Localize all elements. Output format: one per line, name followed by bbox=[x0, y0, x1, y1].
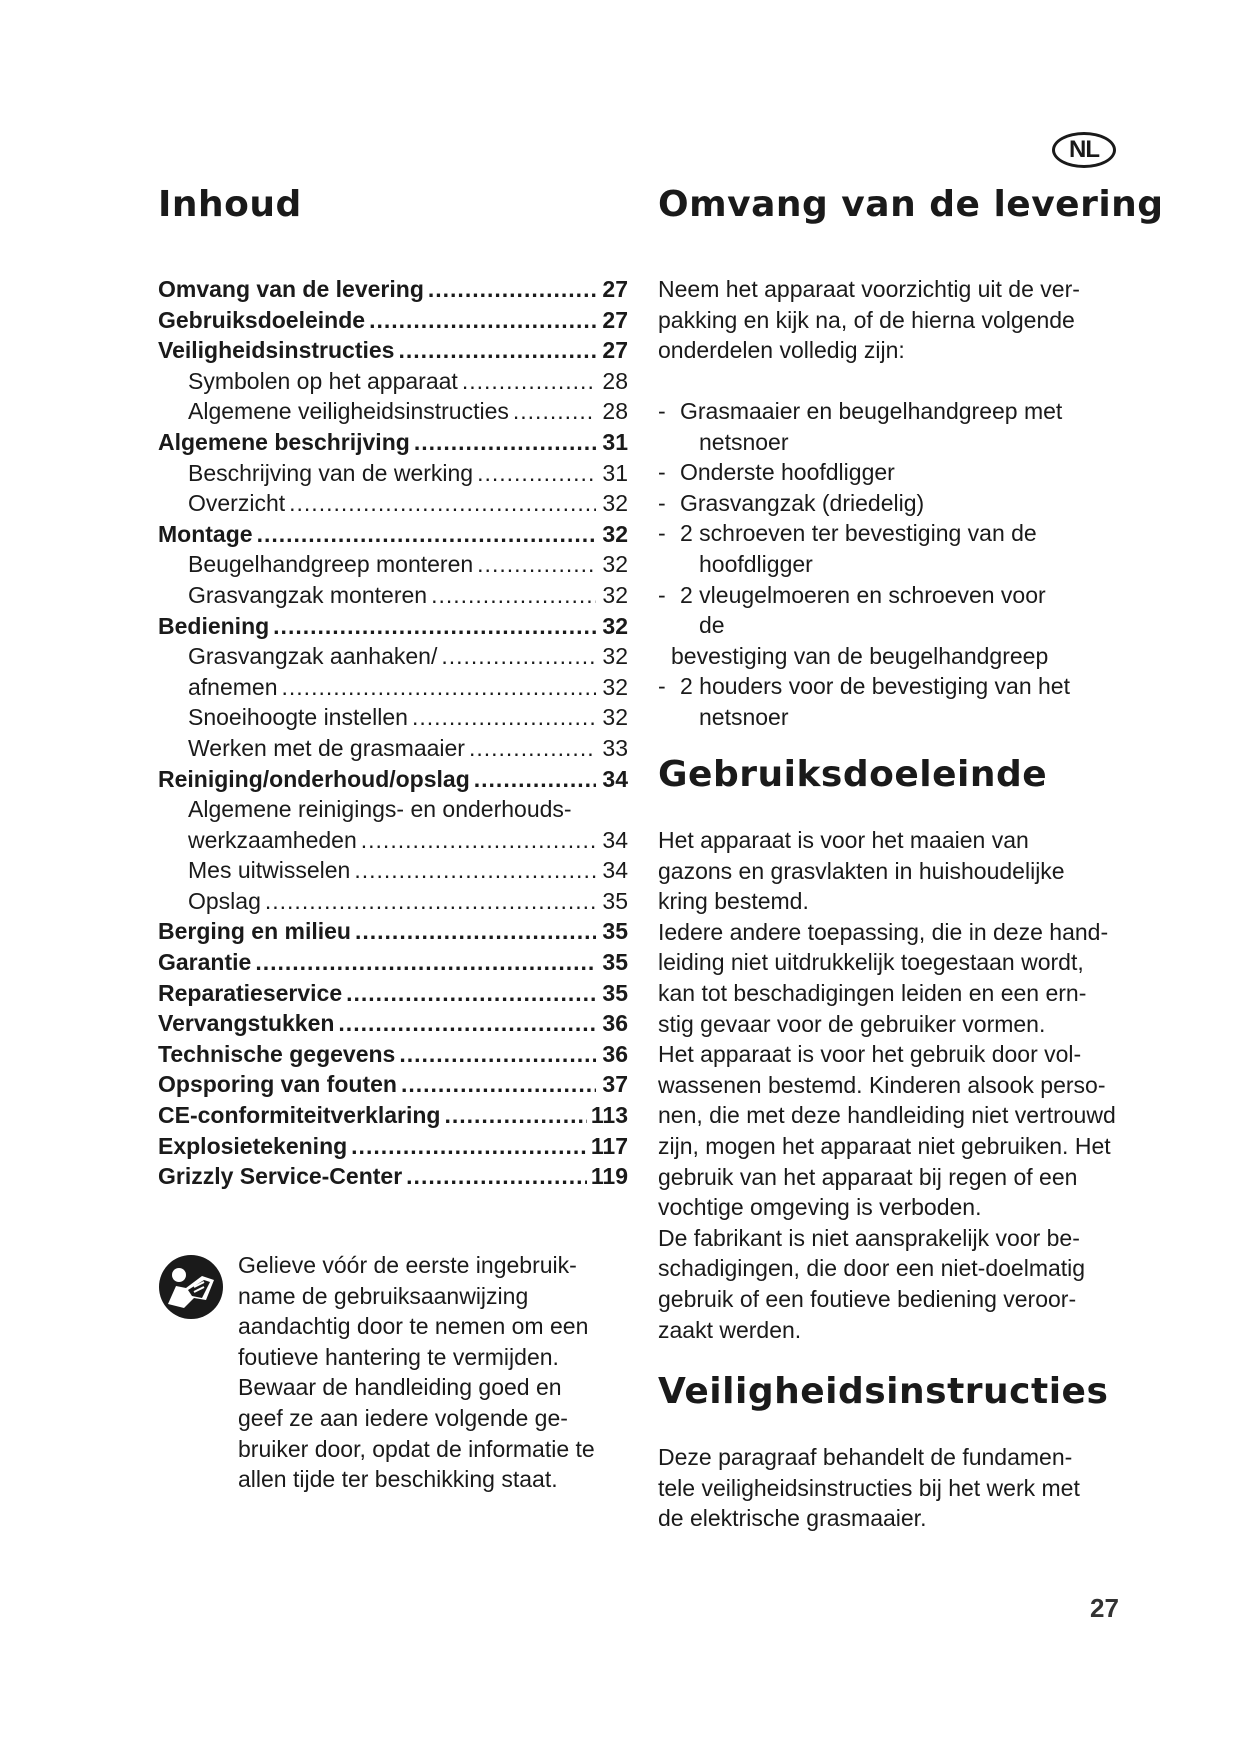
list-item-continuation bbox=[658, 549, 1158, 580]
read-manual-icon bbox=[158, 1254, 224, 1320]
notice-line: aandachtig door te nemen om een bbox=[238, 1313, 589, 1340]
toc-leader-dots bbox=[412, 702, 596, 733]
text-line: zaakt werden. bbox=[658, 1316, 802, 1343]
levering-list bbox=[658, 396, 1158, 733]
toc-leader-dots bbox=[469, 733, 596, 764]
text-line: gebruik of een foutieve bediening veroor- bbox=[658, 1285, 1077, 1312]
toc-entry bbox=[158, 886, 628, 917]
list-item-continuation bbox=[658, 641, 1158, 672]
list-bullet: - bbox=[658, 520, 666, 547]
levering-intro bbox=[658, 274, 1158, 366]
toc-entry bbox=[158, 519, 628, 550]
toc-leader-dots bbox=[255, 947, 596, 978]
toc-entry-page: 35 bbox=[602, 979, 628, 1006]
toc-entry bbox=[158, 1069, 628, 1100]
toc-entry bbox=[158, 702, 628, 733]
toc-entry bbox=[158, 366, 628, 397]
toc-entry-page: 36 bbox=[602, 1010, 628, 1037]
text-line: Het apparaat is voor het maaien van bbox=[658, 827, 1029, 853]
toc-leader-dots bbox=[265, 886, 596, 917]
toc-entry-page: 35 bbox=[602, 918, 628, 945]
toc-entry-label: Werken met de grasmaaier bbox=[188, 734, 465, 761]
list-bullet: - bbox=[658, 581, 666, 608]
text-line: gazons en grasvlakten in huishoudelijke bbox=[658, 857, 1065, 884]
list-bullet: - bbox=[658, 489, 666, 516]
toc-entry bbox=[158, 733, 628, 764]
list-item bbox=[658, 518, 1158, 549]
notice-line: Gelieve vóór de eerste ingebruik- bbox=[238, 1252, 577, 1278]
toc-entry-page: 32 bbox=[602, 520, 628, 547]
toc-entry-page: 34 bbox=[602, 857, 628, 884]
text-line: nen, die met deze handleiding niet vertrouwd bbox=[658, 1102, 1116, 1129]
toc-entry bbox=[158, 641, 628, 672]
toc-entry-page: 36 bbox=[602, 1040, 628, 1067]
toc-entry-page: 31 bbox=[602, 459, 628, 486]
toc-entry-page: 35 bbox=[602, 887, 628, 914]
section-title-levering: Omvang van de levering bbox=[658, 184, 1164, 225]
text-line: Het apparaat is voor het gebruik door vol- bbox=[658, 1041, 1082, 1068]
toc-entry bbox=[158, 1039, 628, 1070]
toc-leader-dots bbox=[444, 1100, 586, 1131]
toc-entry-page: 32 bbox=[602, 643, 628, 670]
list-item-text: bevestiging van de beugelhandgreep bbox=[671, 642, 1049, 669]
toc-entry-label: Snoeihoogte instellen bbox=[188, 704, 408, 731]
toc-entry bbox=[158, 947, 628, 978]
toc-entry bbox=[158, 549, 628, 580]
list-bullet: - bbox=[658, 398, 666, 424]
list-item-continuation bbox=[658, 702, 1158, 733]
language-badge: NL bbox=[1052, 132, 1116, 168]
toc-entry-page: 32 bbox=[602, 551, 628, 578]
toc-leader-dots bbox=[346, 978, 596, 1009]
table-of-contents bbox=[158, 274, 628, 1192]
toc-leader-dots bbox=[338, 1008, 596, 1039]
toc-entry bbox=[158, 611, 628, 642]
list-item bbox=[658, 671, 1158, 702]
toc-leader-dots bbox=[477, 458, 596, 489]
text-line: tele veiligheidsinstructies bij het werk met bbox=[658, 1474, 1080, 1501]
toc-entry-page: 34 bbox=[602, 826, 628, 853]
toc-entry-page: 32 bbox=[602, 612, 628, 639]
toc-leader-dots bbox=[513, 396, 596, 427]
list-item-continuation bbox=[658, 610, 1158, 641]
text-line: vochtige omgeving is verboden. bbox=[658, 1194, 982, 1221]
text-line: Iedere andere toepassing, die in deze hand- bbox=[658, 918, 1109, 945]
toc-entry-page: 33 bbox=[602, 734, 628, 761]
text-line: zijn, mogen het apparaat niet gebruiken. Het bbox=[658, 1132, 1111, 1159]
text-line: stig gevaar voor de gebruiker vormen. bbox=[658, 1010, 1046, 1037]
text-line: de elektrische grasmaaier. bbox=[658, 1505, 927, 1532]
toc-entry-page: 119 bbox=[590, 1163, 628, 1190]
text-line: wassenen bestemd. Kinderen alsook perso- bbox=[658, 1071, 1106, 1098]
toc-entry-page: 35 bbox=[602, 949, 628, 976]
text-line: Deze paragraaf behandelt de fundamen- bbox=[658, 1444, 1073, 1470]
toc-entry bbox=[158, 764, 628, 795]
text-line: Neem het apparaat voorzichtig uit de ver- bbox=[658, 276, 1080, 302]
text-line: kring bestemd. bbox=[658, 888, 809, 915]
toc-entry-page: 32 bbox=[602, 673, 628, 700]
toc-entry-label: Bediening bbox=[158, 612, 270, 639]
toc-entry-label: Symbolen op het apparaat bbox=[188, 367, 458, 394]
toc-title: Inhoud bbox=[158, 184, 302, 225]
list-item bbox=[658, 396, 1158, 427]
toc-entry-page: 32 bbox=[602, 581, 628, 608]
notice-text bbox=[238, 1250, 628, 1495]
page-number: 27 bbox=[1090, 1593, 1119, 1623]
toc-leader-dots bbox=[354, 855, 596, 886]
toc-entry-label: Gebruiksdoeleinde bbox=[158, 306, 366, 333]
toc-entry-page: 28 bbox=[602, 367, 628, 394]
toc-entry-label: Grasvangzak monteren bbox=[188, 581, 428, 608]
toc-entry bbox=[158, 794, 628, 825]
toc-entry-label: Opsporing van fouten bbox=[158, 1071, 397, 1098]
toc-entry-label: Beugelhandgreep monteren bbox=[188, 551, 474, 578]
list-item bbox=[658, 488, 1158, 519]
list-item-text: Grasvangzak (driedelig) bbox=[680, 489, 925, 516]
toc-entry-label: Explosietekening bbox=[158, 1132, 348, 1159]
list-bullet: - bbox=[658, 459, 666, 486]
toc-entry-page: 31 bbox=[602, 428, 628, 455]
notice-line: foutieve hantering te vermijden. bbox=[238, 1343, 559, 1370]
toc-entry bbox=[158, 672, 628, 703]
toc-entry bbox=[158, 1161, 628, 1192]
toc-entry-page: 113 bbox=[590, 1102, 628, 1129]
toc-entry bbox=[158, 396, 628, 427]
toc-entry bbox=[158, 427, 628, 458]
toc-entry bbox=[158, 1100, 628, 1131]
toc-entry-label: Grasvangzak aanhaken/ bbox=[188, 643, 438, 670]
text-line: kan tot beschadigingen leiden en een ern- bbox=[658, 979, 1087, 1006]
toc-entry-label: werkzaamheden bbox=[188, 826, 357, 853]
list-item-text: 2 houders voor de bevestiging van het bbox=[680, 673, 1070, 700]
text-line: pakking en kijk na, of de hierna volgende bbox=[658, 306, 1075, 333]
toc-leader-dots bbox=[431, 580, 596, 611]
list-item-text: netsnoer bbox=[699, 703, 789, 730]
toc-entry-label: Algemene reinigings- en onderhouds- bbox=[188, 796, 572, 823]
toc-entry-page: 32 bbox=[602, 490, 628, 517]
toc-entry-page: 28 bbox=[602, 398, 628, 425]
toc-leader-dots bbox=[369, 305, 596, 336]
list-item-text: 2 schroeven ter bevestiging van de bbox=[680, 520, 1037, 547]
toc-entry-label: Montage bbox=[158, 520, 253, 547]
toc-leader-dots bbox=[428, 274, 596, 305]
toc-entry bbox=[158, 916, 628, 947]
toc-entry-page: 34 bbox=[602, 765, 628, 792]
toc-entry-label: Beschrijving van de werking bbox=[188, 459, 474, 486]
toc-entry-label: Omvang van de levering bbox=[158, 276, 424, 302]
notice-line: bruiker door, opdat de informatie te bbox=[238, 1435, 595, 1462]
toc-entry-label: Opslag bbox=[188, 887, 261, 914]
toc-entry bbox=[158, 580, 628, 611]
list-bullet: - bbox=[658, 673, 666, 700]
list-item-text: hoofdligger bbox=[699, 550, 813, 577]
toc-entry bbox=[158, 305, 628, 336]
toc-entry-page: 27 bbox=[602, 306, 628, 333]
text-line: schadigingen, die door een niet-doelmatig bbox=[658, 1255, 1086, 1282]
toc-entry bbox=[158, 855, 628, 886]
list-item bbox=[658, 580, 1158, 611]
toc-entry-label: Vervangstukken bbox=[158, 1010, 335, 1037]
toc-leader-dots bbox=[273, 611, 596, 642]
list-item-text: Grasmaaier en beugelhandgreep met bbox=[680, 398, 1063, 424]
toc-entry-label: afnemen bbox=[188, 673, 278, 700]
list-item-continuation bbox=[658, 427, 1158, 458]
toc-entry bbox=[158, 458, 628, 489]
toc-leader-dots bbox=[401, 1069, 596, 1100]
toc-leader-dots bbox=[441, 641, 596, 672]
toc-leader-dots bbox=[399, 1039, 596, 1070]
toc-entry bbox=[158, 274, 628, 305]
toc-entry-label: Algemene beschrijving bbox=[158, 428, 410, 455]
toc-entry bbox=[158, 825, 628, 856]
text-line: De fabrikant is niet aansprakelijk voor be- bbox=[658, 1224, 1080, 1251]
toc-leader-dots bbox=[361, 825, 596, 856]
list-item-text: de bbox=[699, 612, 725, 639]
toc-leader-dots bbox=[351, 1131, 587, 1162]
gebruiksdoeleinde-text bbox=[658, 825, 1158, 1345]
notice-line: Bewaar de handleiding goed en bbox=[238, 1374, 562, 1401]
toc-leader-dots bbox=[414, 427, 596, 458]
toc-leader-dots bbox=[462, 366, 596, 397]
veiligheid-text bbox=[658, 1442, 1158, 1534]
toc-entry-label: Overzicht bbox=[188, 490, 286, 517]
section-title-veiligheid: Veiligheidsinstructies bbox=[658, 1371, 1109, 1412]
toc-entry-page: 32 bbox=[602, 704, 628, 731]
toc-leader-dots bbox=[355, 916, 596, 947]
list-item-text: netsnoer bbox=[699, 428, 789, 455]
notice-line: allen tijde ter beschikking staat. bbox=[238, 1466, 558, 1493]
toc-entry-label: Garantie bbox=[158, 949, 252, 976]
toc-leader-dots bbox=[282, 672, 596, 703]
notice-line: name de gebruiksaanwijzing bbox=[238, 1282, 529, 1309]
toc-entry-page: 37 bbox=[602, 1071, 628, 1098]
toc-entry-label: Grizzly Service-Center bbox=[158, 1163, 403, 1190]
toc-entry-label: Reiniging/onderhoud/opslag bbox=[158, 765, 470, 792]
toc-entry bbox=[158, 1131, 628, 1162]
text-line: leiding niet uitdrukkelijk toegestaan wordt, bbox=[658, 949, 1084, 976]
toc-entry-page: 27 bbox=[602, 276, 628, 302]
toc-leader-dots bbox=[474, 764, 596, 795]
list-item-text: Onderste hoofdligger bbox=[680, 459, 895, 486]
toc-leader-dots bbox=[477, 549, 596, 580]
notice-line: geef ze aan iedere volgende ge- bbox=[238, 1404, 568, 1431]
toc-entry-label: Berging en milieu bbox=[158, 918, 351, 945]
toc-entry-label: Veiligheidsinstructies bbox=[158, 337, 395, 364]
list-item bbox=[658, 457, 1158, 488]
toc-leader-dots bbox=[289, 488, 596, 519]
toc-entry bbox=[158, 1008, 628, 1039]
toc-entry-label: CE-conformiteitverklaring bbox=[158, 1102, 441, 1129]
section-title-gebruiksdoeleinde: Gebruiksdoeleinde bbox=[658, 754, 1048, 795]
text-line: onderdelen volledig zijn: bbox=[658, 337, 905, 364]
toc-entry bbox=[158, 488, 628, 519]
toc-entry-label: Reparatieservice bbox=[158, 979, 343, 1006]
toc-entry-label: Mes uitwisselen bbox=[188, 857, 351, 884]
toc-entry-label: Technische gegevens bbox=[158, 1040, 396, 1067]
text-line: gebruik van het apparaat bij regen of een bbox=[658, 1163, 1078, 1190]
toc-leader-dots bbox=[398, 335, 596, 366]
toc-entry-page: 117 bbox=[590, 1132, 628, 1159]
toc-leader-dots bbox=[406, 1161, 587, 1192]
toc-leader-dots bbox=[257, 519, 596, 550]
toc-entry bbox=[158, 978, 628, 1009]
list-item-text: 2 vleugelmoeren en schroeven voor bbox=[680, 581, 1046, 608]
toc-entry-label: Algemene veiligheidsinstructies bbox=[188, 398, 509, 425]
toc-entry-page: 27 bbox=[602, 337, 628, 364]
toc-entry bbox=[158, 335, 628, 366]
